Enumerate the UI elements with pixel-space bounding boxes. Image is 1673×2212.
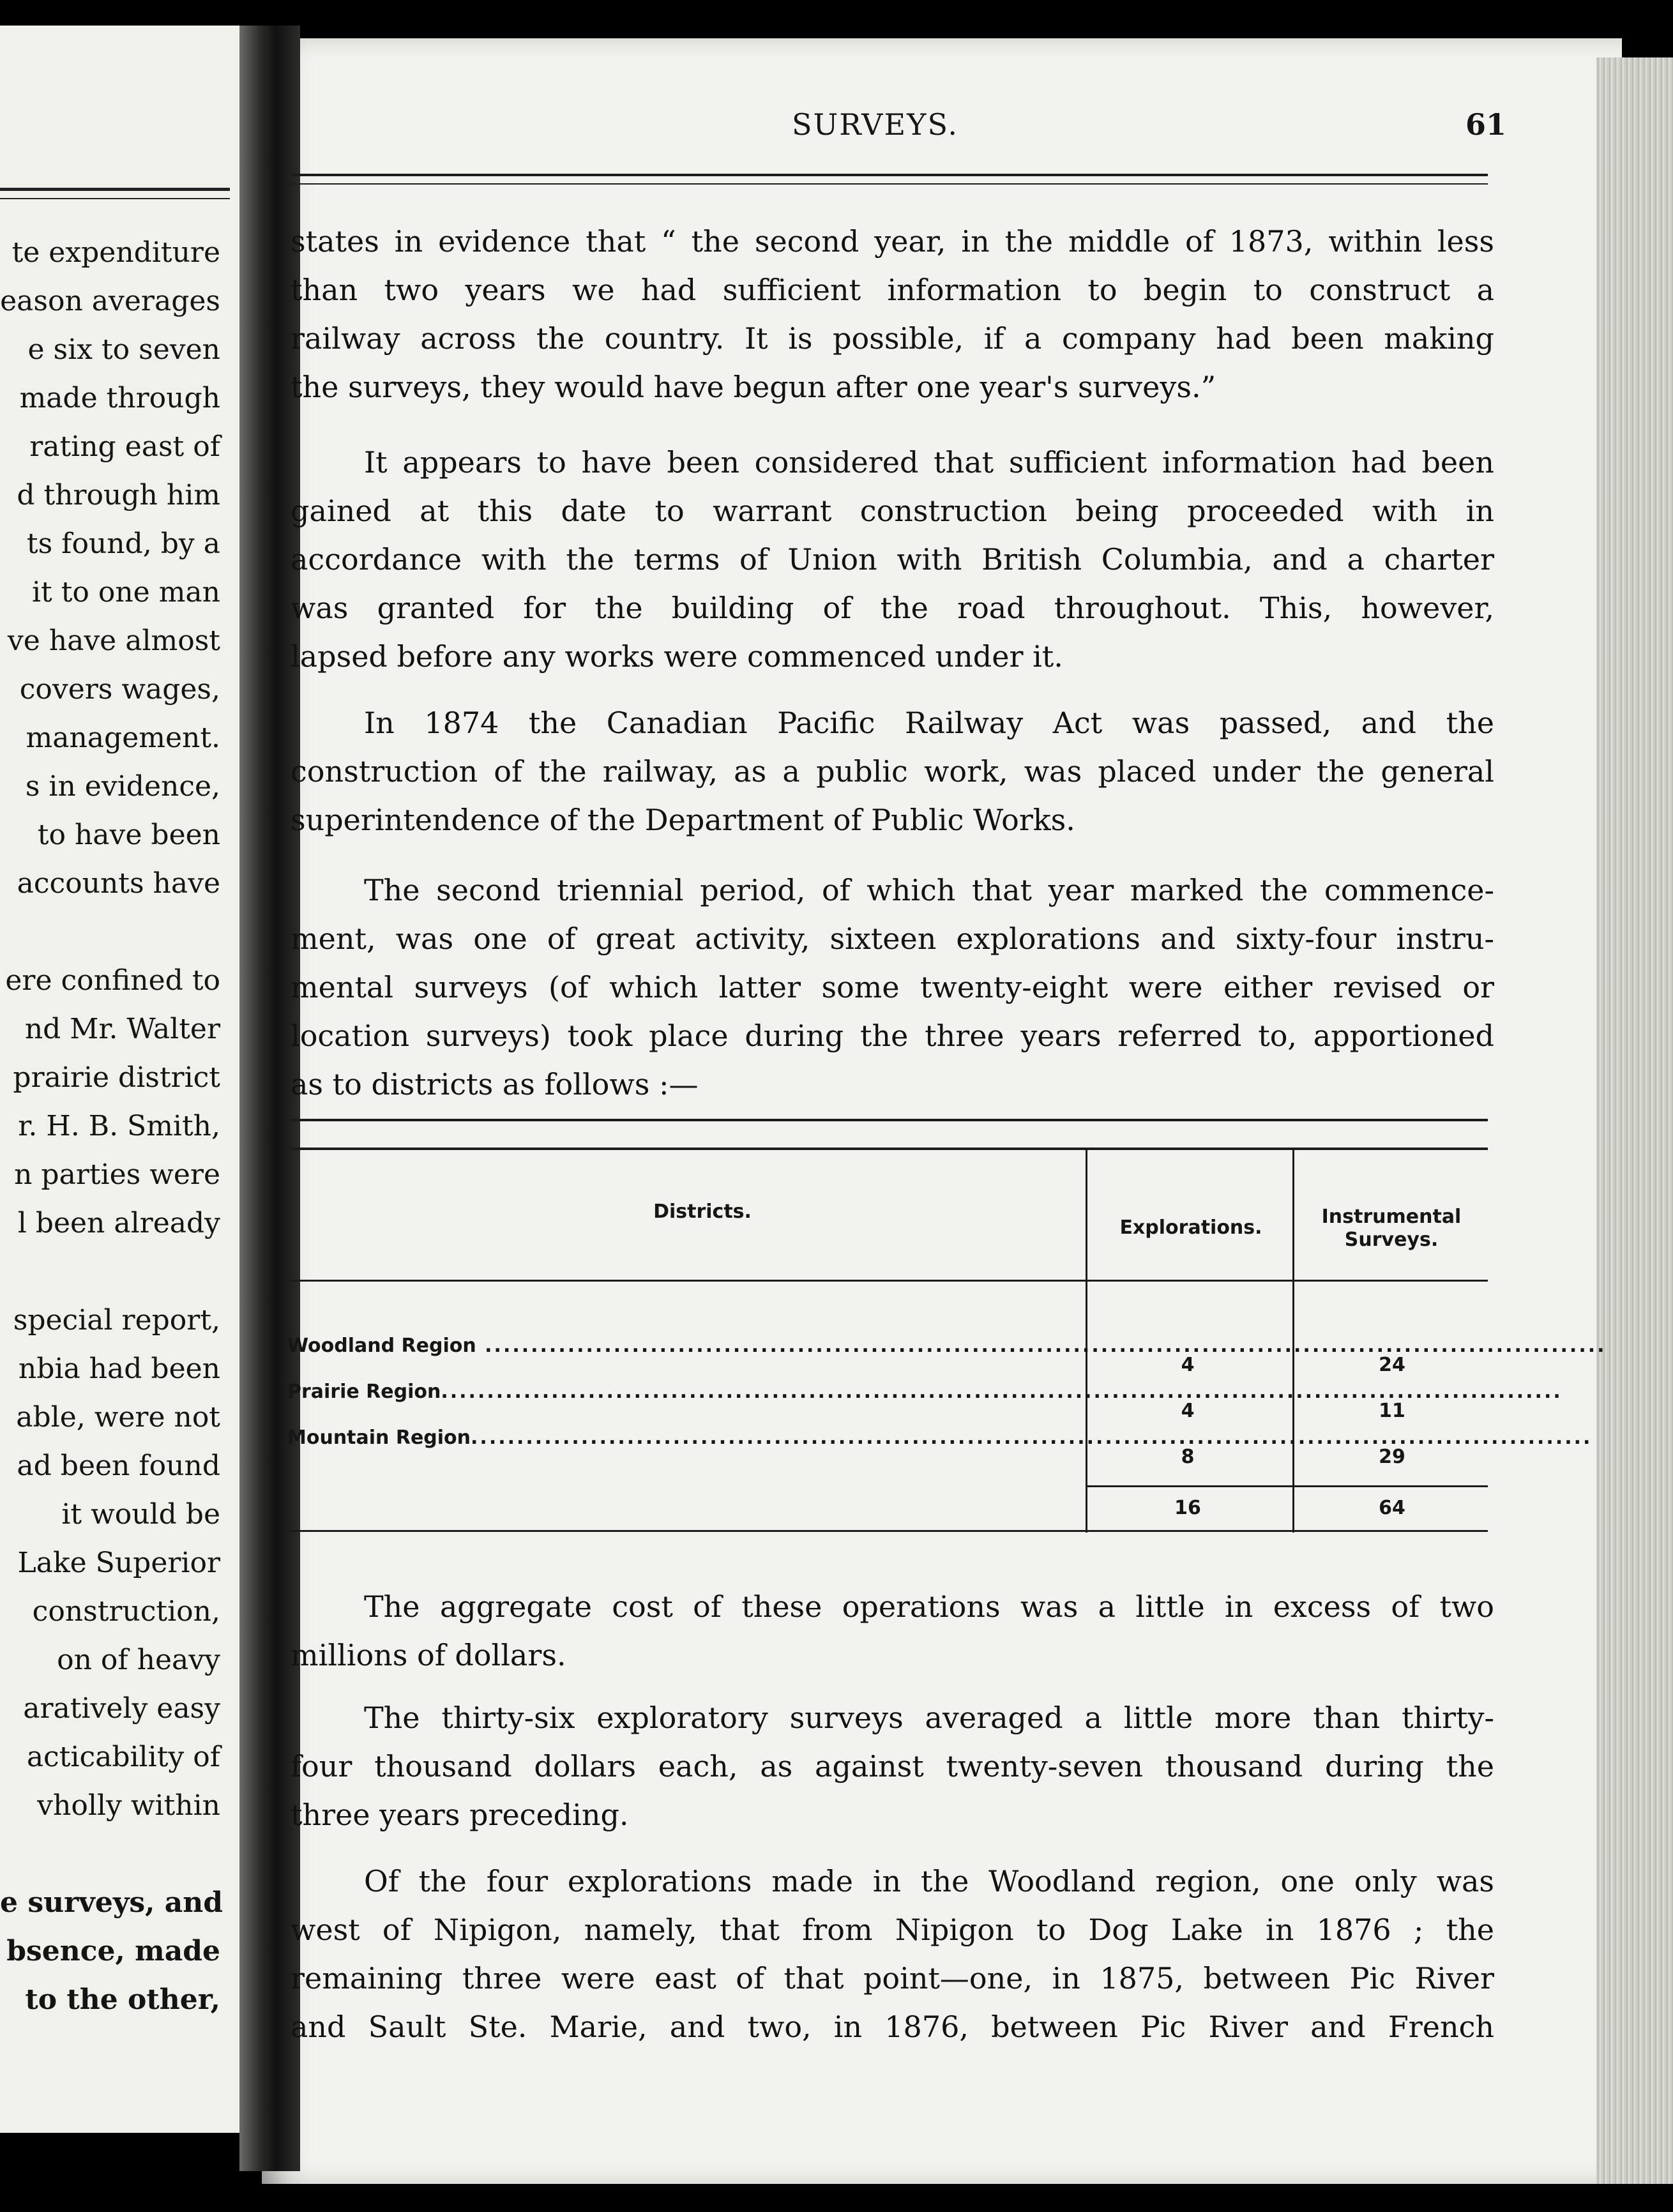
district-name: Woodland Region xyxy=(287,1335,476,1357)
left-page-line: Lake Superior xyxy=(17,1547,220,1579)
left-page-line: on of heavy xyxy=(57,1644,220,1676)
text-line: superintendence of the Department of Public Works. xyxy=(291,803,1075,837)
explorations-value: 4 xyxy=(1181,1354,1195,1376)
left-page-line: e six to seven xyxy=(27,333,220,366)
left-page-line: able, were not xyxy=(16,1401,220,1434)
instrumental-value: 24 xyxy=(1379,1354,1405,1376)
running-head: SURVEYS. xyxy=(792,107,958,142)
district-name: Prairie Region xyxy=(287,1381,441,1403)
left-page-line: eason averages xyxy=(0,285,220,317)
header-line: Surveys. xyxy=(1344,1229,1439,1251)
left-page-fragment xyxy=(0,26,239,2133)
table-header-instrumental-surveys xyxy=(1299,1206,1484,1252)
left-page-line: ad been found xyxy=(17,1450,220,1482)
explorations-value: 4 xyxy=(1181,1400,1195,1422)
text-line: In 1874 the Canadian Pacific Railway Act was passed, and the xyxy=(364,706,1494,740)
paragraph-1 xyxy=(291,217,1494,411)
left-page-line: made through xyxy=(19,382,220,414)
left-page-line: n parties were xyxy=(14,1158,220,1191)
explorations-total: 16 xyxy=(1174,1497,1201,1519)
text-line: was granted for the building of the road throughout. This, however, xyxy=(291,591,1494,625)
left-page-line: aratively easy xyxy=(23,1692,220,1725)
left-page-line: to have been xyxy=(37,819,220,851)
leader-dots: .......................................................................................................................... xyxy=(441,1381,1563,1403)
text-line: The aggregate cost of these operations was a little in excess of two xyxy=(364,1589,1494,1624)
text-line: mental surveys (of which latter some twenty-eight were either revised or xyxy=(291,970,1494,1004)
text-line: ment, was one of great activity, sixteen explorations and sixty-four instru- xyxy=(291,921,1494,956)
left-page-line: nbia had been xyxy=(18,1352,220,1385)
table-header-districts: Districts. xyxy=(653,1201,752,1223)
left-page-line: vholly within xyxy=(37,1789,220,1822)
left-page-line: construction, xyxy=(32,1595,220,1628)
left-page-line: it would be xyxy=(61,1498,220,1531)
left-page-line: bsence, made xyxy=(6,1935,220,1967)
instrumental-value: 29 xyxy=(1379,1446,1405,1468)
left-page-line: r. H. B. Smith, xyxy=(18,1110,220,1142)
instrumental-total: 64 xyxy=(1379,1497,1405,1519)
left-page-line: to the other, xyxy=(25,1983,220,2016)
text-line: accordance with the terms of Union with British Columbia, and a charter xyxy=(291,542,1494,577)
sum-rule xyxy=(1292,1485,1488,1487)
table-row xyxy=(287,1335,1607,1357)
text-line: the surveys, they would have begun after one year's surveys.” xyxy=(291,370,1216,404)
text-line: than two years we had sufficient information to begin to construct a xyxy=(291,273,1494,307)
paragraph-7 xyxy=(291,1857,1494,2051)
left-page-line xyxy=(0,908,220,957)
left-page-line: ts found, by a xyxy=(26,527,220,560)
leader-dots: .......................................................................................................................... xyxy=(471,1427,1593,1449)
left-page-text xyxy=(0,229,223,2024)
text-line: remaining three were east of that point—one, in 1875, between Pic River xyxy=(291,1961,1494,1996)
left-page-line: nd Mr. Walter xyxy=(24,1013,220,1045)
text-line: as to districts as follows :— xyxy=(291,1067,699,1102)
text-line: four thousand dollars each, as against twenty-seven thousand during the xyxy=(291,1749,1494,1784)
left-page-line: te expenditure xyxy=(11,236,220,269)
left-page-line: e surveys, and xyxy=(0,1886,223,1919)
instrumental-value: 11 xyxy=(1379,1400,1405,1422)
left-page-line: acticability of xyxy=(26,1741,220,1773)
paragraph-2 xyxy=(291,438,1494,681)
text-line: It appears to have been considered that sufficient information had been xyxy=(364,445,1494,480)
left-page-line: it to one man xyxy=(31,576,220,609)
table-header-explorations: Explorations. xyxy=(1119,1216,1262,1239)
table-row xyxy=(287,1381,1563,1403)
text-line: The thirty-six exploratory surveys averaged a little more than thirty- xyxy=(364,1701,1494,1735)
table-header-rule xyxy=(287,1280,1488,1282)
text-line: Of the four explorations made in the Woodland region, one only was xyxy=(364,1864,1494,1898)
table-top-rule xyxy=(287,1119,1488,1121)
text-line: millions of dollars. xyxy=(291,1638,566,1672)
text-line: three years preceding. xyxy=(291,1798,629,1832)
table-top-rule-second xyxy=(287,1148,1488,1150)
left-page-line xyxy=(0,1830,220,1879)
text-line: location surveys) took place during the three years referred to, apportioned xyxy=(291,1019,1494,1053)
paragraph-4 xyxy=(291,866,1494,1109)
sum-rule xyxy=(1086,1485,1292,1487)
left-page-line: s in evidence, xyxy=(25,770,220,803)
page-number: 61 xyxy=(1465,107,1507,142)
left-page-line: ere confined to xyxy=(5,964,220,997)
left-page-line: special report, xyxy=(13,1304,220,1337)
leader-dots: .......................................................................................................................... xyxy=(476,1335,1607,1357)
left-page-line: ve have almost xyxy=(7,625,220,657)
page-edges xyxy=(1596,57,1673,2184)
text-line: west of Nipigon, namely, that from Nipigon to Dog Lake in 1876 ; the xyxy=(291,1913,1494,1947)
table-row xyxy=(287,1427,1593,1449)
paragraph-6 xyxy=(291,1693,1494,1839)
text-line: gained at this date to warrant construction being proceeded with in xyxy=(291,494,1494,528)
text-line: lapsed before any works were commenced under it. xyxy=(291,639,1063,674)
paragraph-5 xyxy=(291,1582,1494,1679)
table-bottom-rule xyxy=(287,1530,1488,1532)
text-line: and Sault Ste. Marie, and two, in 1876, between Pic River and French xyxy=(291,2010,1494,2044)
left-header-rule xyxy=(0,188,230,191)
left-page-line xyxy=(0,1248,220,1296)
left-page-line: management. xyxy=(26,722,220,754)
header-line: Instrumental xyxy=(1321,1206,1462,1228)
text-line: states in evidence that “ the second year, in the middle of 1873, within less xyxy=(291,224,1494,259)
text-line: construction of the railway, as a public work, was placed under the general xyxy=(291,754,1494,789)
header-rule-thin xyxy=(291,183,1488,185)
left-page-line: prairie district xyxy=(13,1061,220,1094)
text-line: railway across the country. It is possible, if a company had been making xyxy=(291,321,1494,356)
text-line: The second triennial period, of which that year marked the commence- xyxy=(364,873,1494,907)
left-page-line: l been already xyxy=(17,1207,220,1239)
left-page-line: covers wages, xyxy=(19,673,220,706)
explorations-value: 8 xyxy=(1181,1446,1195,1468)
header-rule xyxy=(291,174,1488,176)
paragraph-3 xyxy=(291,699,1494,844)
left-page-line: accounts have xyxy=(17,867,220,900)
district-name: Mountain Region xyxy=(287,1427,471,1449)
left-page-line: rating east of xyxy=(29,430,220,463)
left-page-line: d through him xyxy=(17,479,220,511)
left-header-rule-thin xyxy=(0,198,230,199)
